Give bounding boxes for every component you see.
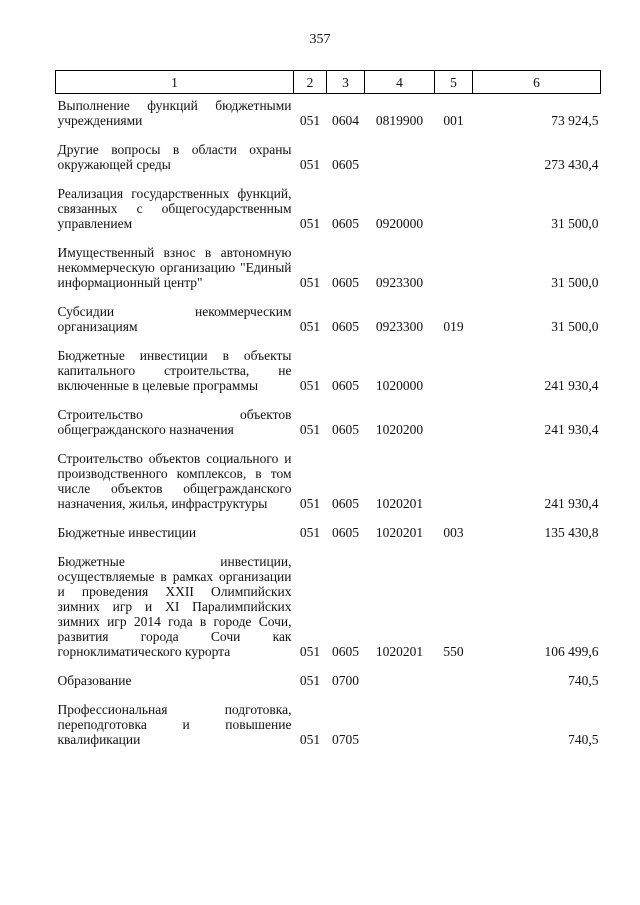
row-name-cell: Имущественный взнос в автономную некоммерческую организацию "Единый информационный центр" [57,245,292,290]
row-type-cell [435,235,473,294]
budget-table [55,70,601,751]
row-code-cell: 051 [299,157,321,172]
column-header: 6 [473,71,601,94]
row-code-cell: 051 [299,673,321,688]
row-section-cell: 0605 [332,525,359,540]
row-name-cell: Выполнение функций бюджетными учреждениями [57,98,292,128]
table-row [56,397,601,441]
row-amount-cell: 135 430,8 [544,525,599,540]
table-row [56,692,601,751]
row-amount-cell: 31 500,0 [551,319,599,334]
row-name-cell: Образование [57,673,132,688]
row-target-cell: 0819900 [375,113,424,128]
row-code-cell: 051 [299,113,321,128]
row-amount-cell: 241 930,4 [544,496,599,511]
row-code-cell: 051 [299,525,321,540]
header-row [56,71,601,94]
row-section-cell: 0605 [332,422,359,437]
row-code-cell: 051 [299,732,321,747]
row-amount-cell: 31 500,0 [551,275,599,290]
row-amount-cell: 241 930,4 [544,378,599,393]
row-section-cell: 0605 [332,378,359,393]
column-header: 5 [435,71,473,94]
row-amount-cell: 106 499,6 [544,644,599,659]
row-amount-cell: 273 430,4 [544,157,599,172]
row-target-cell [365,663,435,692]
row-name-cell: Субсидии некоммерческим организациям [57,304,292,334]
column-header: 4 [365,71,435,94]
table-row [56,294,601,338]
row-type-cell [435,663,473,692]
page-number: 357 [309,32,331,47]
row-name-cell: Профессиональная подготовка, переподготовка и повышение квалификации [57,702,292,747]
row-target-cell: 1020201 [375,644,424,659]
row-section-cell: 0605 [332,644,359,659]
row-target-cell: 0923300 [375,319,424,334]
row-section-cell: 0605 [332,157,359,172]
row-amount-cell: 241 930,4 [544,422,599,437]
column-header: 1 [56,71,294,94]
row-type-cell [435,441,473,515]
row-code-cell: 051 [299,644,321,659]
row-section-cell: 0605 [332,319,359,334]
row-name-cell: Реализация государственных функций, связанных с общегосударственным управлением [57,186,292,231]
row-type-cell [435,397,473,441]
table-header [56,71,601,94]
row-type-cell [435,692,473,751]
row-target-cell [365,692,435,751]
row-target-cell [365,132,435,176]
column-header: 3 [327,71,365,94]
row-target-cell: 0920000 [375,216,424,231]
row-type-cell: 001 [443,113,464,128]
row-type-cell: 019 [443,319,464,334]
row-code-cell: 051 [299,422,321,437]
row-type-cell: 550 [443,644,464,659]
table-row [56,663,601,692]
row-target-cell: 0923300 [375,275,424,290]
row-name-cell: Бюджетные инвестиции в объекты капитального строительства, не включенные в целевые программы [57,348,292,393]
row-type-cell: 003 [443,525,464,540]
row-target-cell: 1020201 [375,496,424,511]
row-section-cell: 0605 [332,496,359,511]
table-row [56,338,601,397]
table-row [56,176,601,235]
row-code-cell: 051 [299,319,321,334]
row-name-cell: Строительство объектов социального и производственного комплексов, в том числе объектов общегражданского назначения, жилья, инфраструктуры [57,451,292,511]
row-code-cell: 051 [299,496,321,511]
table-row [56,441,601,515]
row-type-cell [435,132,473,176]
row-section-cell: 0705 [332,732,359,747]
row-section-cell: 0700 [332,673,359,688]
table-row [56,94,601,133]
table-row [56,235,601,294]
column-header: 2 [294,71,327,94]
row-code-cell: 051 [299,216,321,231]
table-body [56,94,601,752]
row-name-cell: Строительство объектов общегражданского назначения [57,407,292,437]
row-amount-cell: 73 924,5 [551,113,599,128]
row-name-cell: Бюджетные инвестиции [57,525,197,540]
row-name-cell: Бюджетные инвестиции, осуществляемые в рамках организации и проведения XXII Олимпийских зимних игр и XI Паралимпийских зимних игр 2014 года в городе Сочи, развития города Сочи как горноклиматического курорта [57,554,292,659]
row-type-cell [435,176,473,235]
row-target-cell: 1020000 [375,378,424,393]
table-row [56,515,601,544]
table-row [56,132,601,176]
row-name-cell: Другие вопросы в области охраны окружающей среды [57,142,292,172]
row-amount-cell: 740,5 [568,732,599,747]
row-type-cell [435,338,473,397]
table-row [56,544,601,663]
row-section-cell: 0605 [332,216,359,231]
row-amount-cell: 31 500,0 [551,216,599,231]
row-target-cell: 1020200 [375,422,424,437]
row-target-cell: 1020201 [375,525,424,540]
row-section-cell: 0605 [332,275,359,290]
row-section-cell: 0604 [332,113,359,128]
row-code-cell: 051 [299,275,321,290]
row-code-cell: 051 [299,378,321,393]
row-amount-cell: 740,5 [568,673,599,688]
